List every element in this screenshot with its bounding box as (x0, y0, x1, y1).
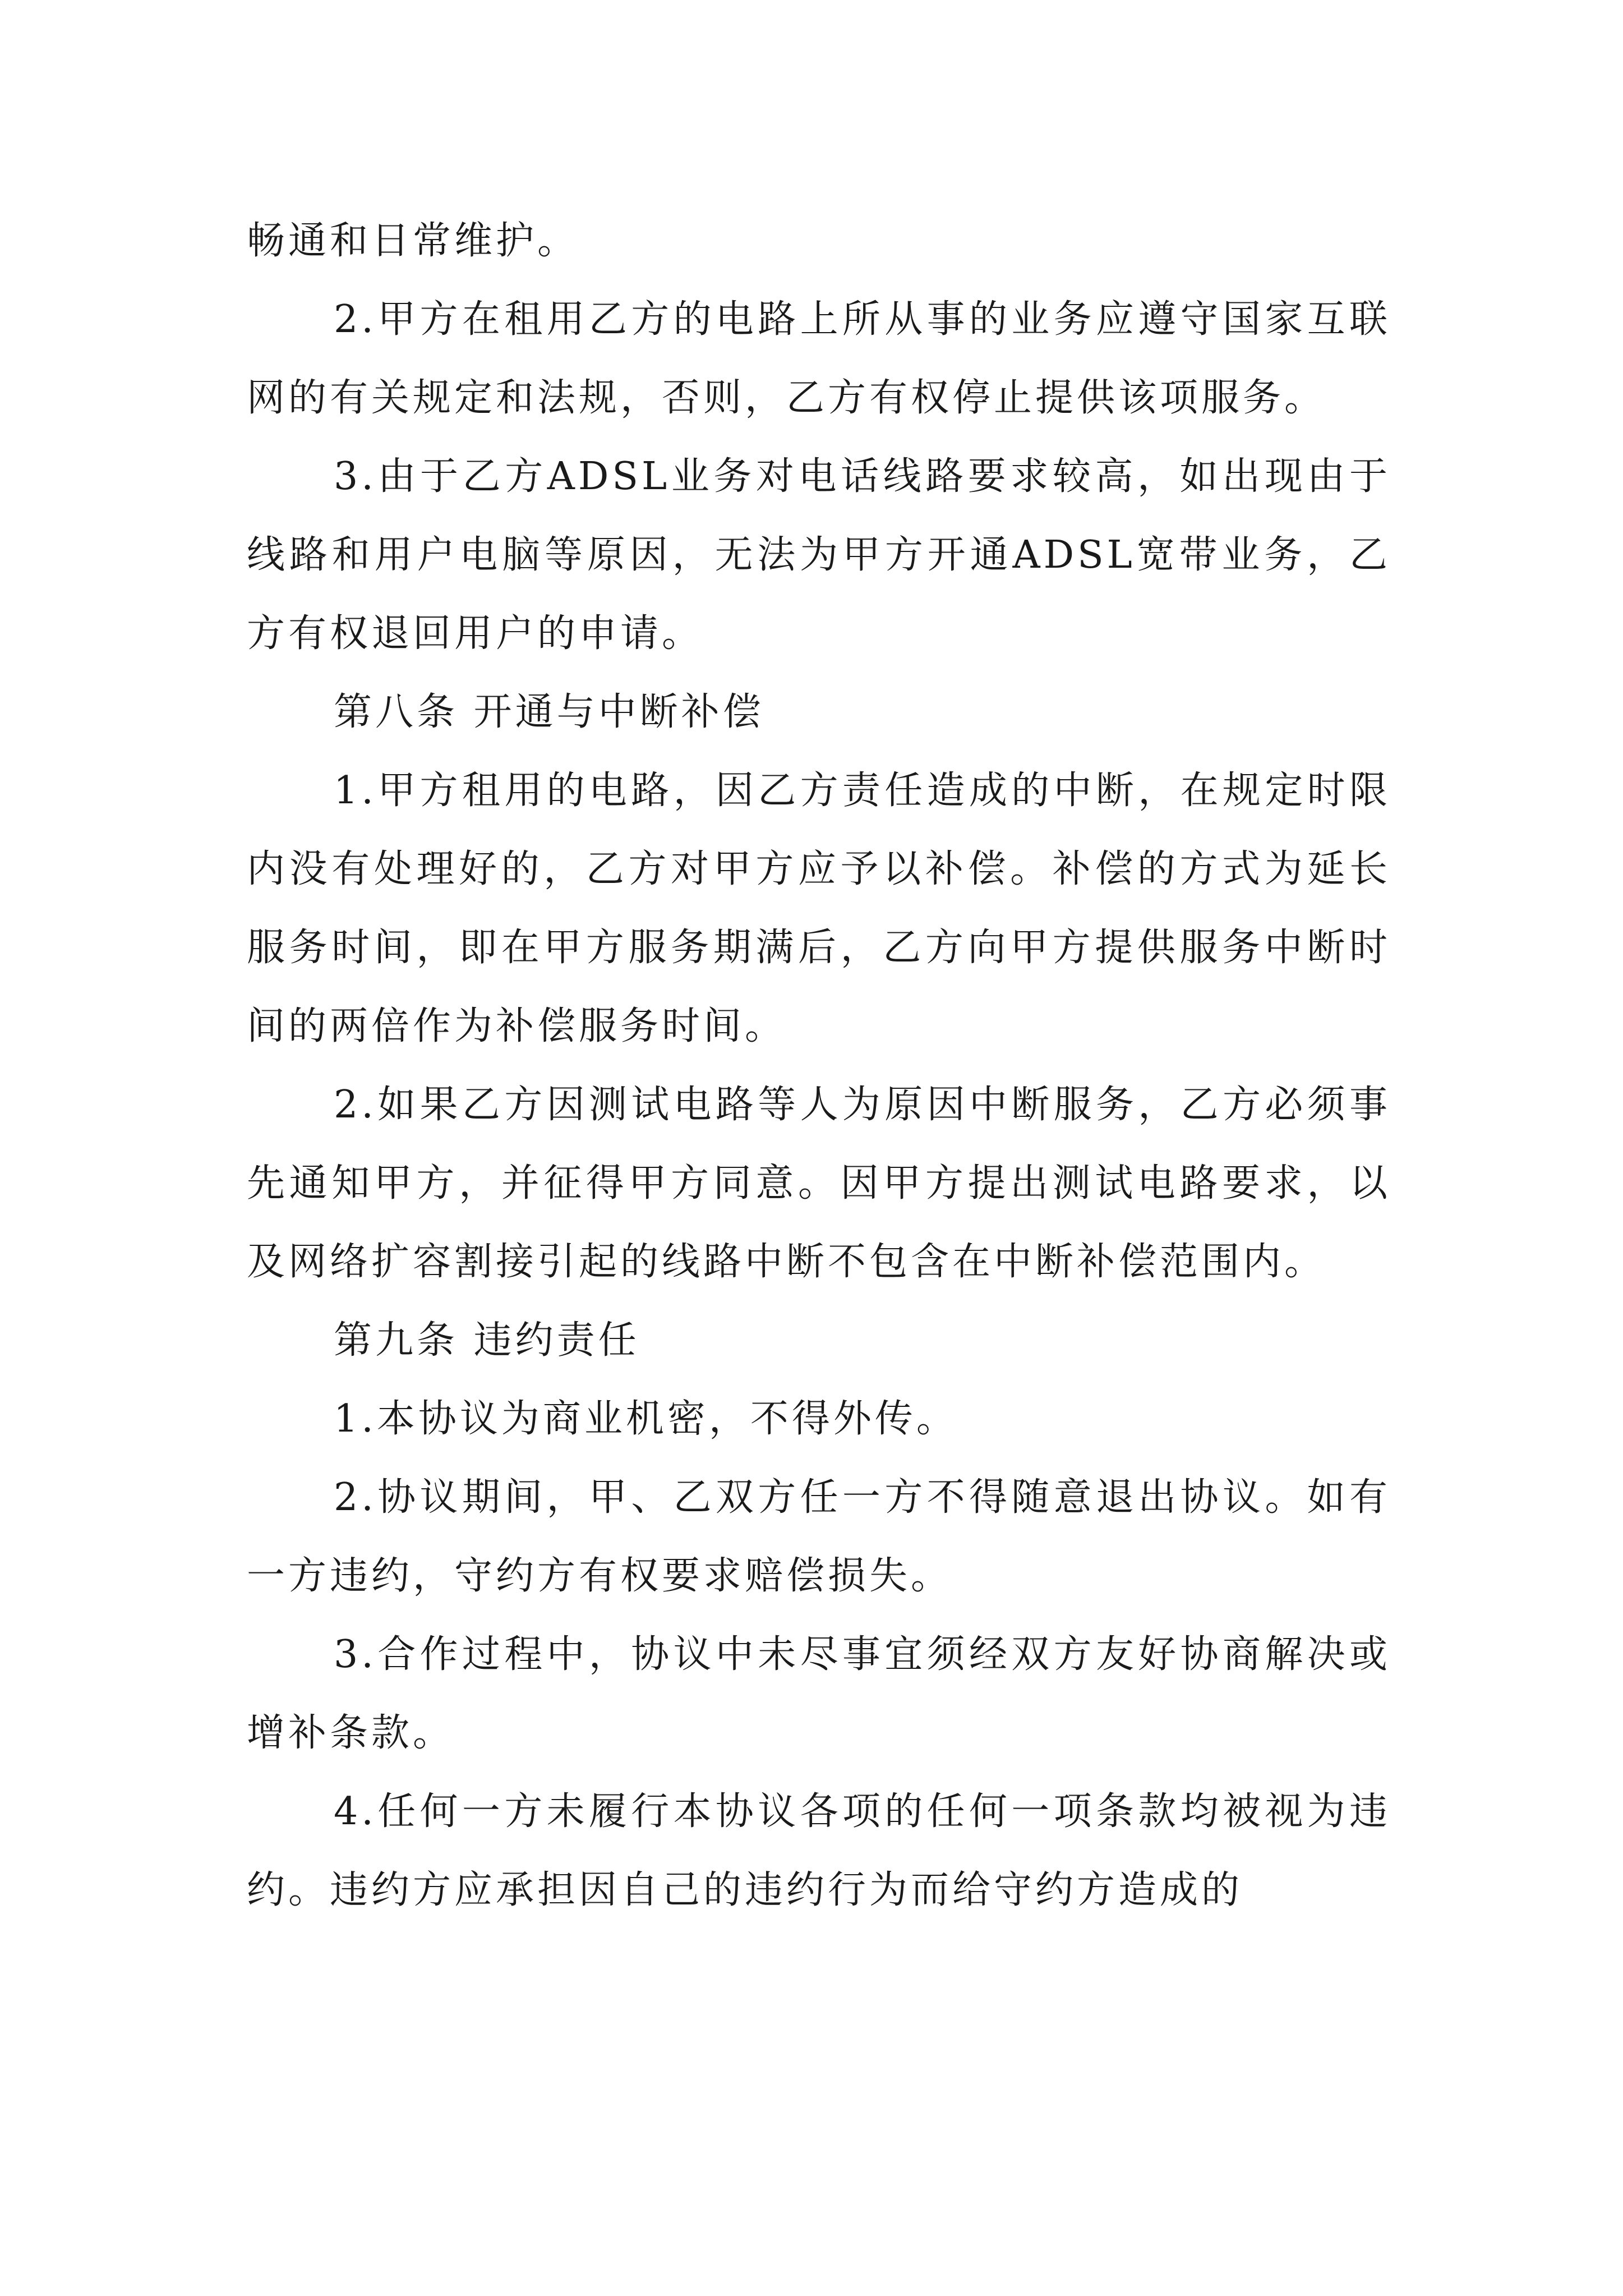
clause-8-heading: 第八条 开通与中断补偿 (334, 690, 764, 734)
clause-9-item-3: 3.合作过程中，协议中未尽事宜须经双方友好协商解决或增补条款。 (247, 1632, 1391, 1755)
clause-8-item-2: 2.如果乙方因测试电路等人为原因中断服务，乙方必须事先通知甲方，并征得甲方同意。因甲方提出测试电路要求，以及网络扩容割接引起的线路中断不包含在中断补偿范围内。 (247, 1083, 1391, 1284)
clause-9-item-4: 4.任何一方未履行本协议各项的任何一项条款均被视为违约。违约方应承担因自己的违约行为而给守约方造成的 (247, 1789, 1391, 1912)
clause-8-item-1: 1.甲方租用的电路，因乙方责任造成的中断，在规定时限内没有处理好的，乙方对甲方应予以补偿。补偿的方式为延长服务时间，即在甲方服务期满后，乙方向甲方提供服务中断时间的两倍作为补偿服务时间。 (247, 769, 1391, 1048)
document-body (247, 202, 1391, 1930)
clause-9-heading: 第九条 违约责任 (334, 1318, 640, 1363)
clause-7-item-3: 3.由于乙方ADSL业务对电话线路要求较高，如出现由于线路和用户电脑等原因，无法为甲方开通ADSL宽带业务，乙方有权退回用户的申请。 (247, 454, 1391, 656)
clause-9-item-2: 2.协议期间，甲、乙双方任一方不得随意退出协议。如有一方违约，守约方有权要求赔偿损失。 (247, 1475, 1391, 1598)
clause-7-item-2: 2.甲方在租用乙方的电路上所从事的业务应遵守国家互联网的有关规定和法规，否则，乙方有权停止提供该项服务。 (247, 297, 1391, 420)
paragraph-continuation: 畅通和日常维护。 (247, 219, 579, 263)
clause-9-item-1: 1.本协议为商业机密，不得外传。 (334, 1397, 958, 1441)
